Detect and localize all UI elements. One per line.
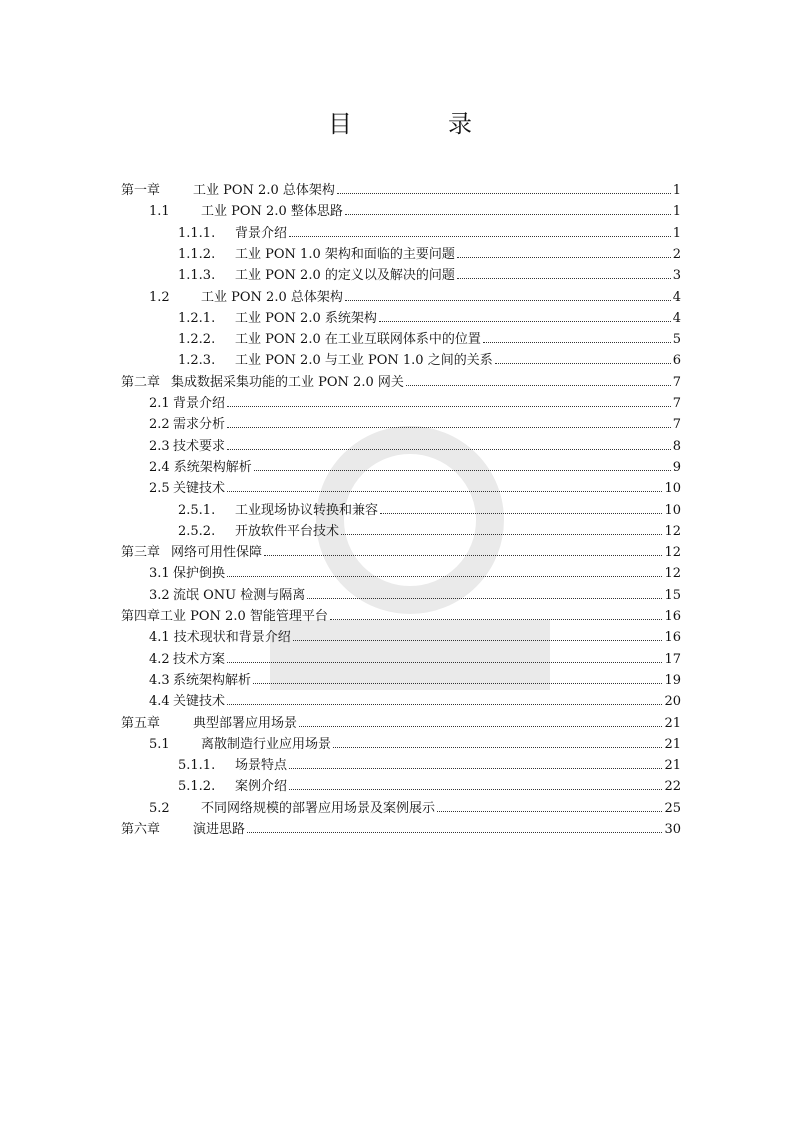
toc-entry-number: 2.5.1. bbox=[178, 502, 216, 518]
toc-page-number: 8 bbox=[672, 438, 681, 454]
toc-entry-title: 保护倒换 bbox=[173, 566, 226, 582]
toc-page-number: 16 bbox=[664, 609, 681, 624]
toc-entry-number: 4.2 bbox=[149, 651, 170, 667]
toc-dot-leader bbox=[299, 725, 662, 727]
toc-page-number: 10 bbox=[664, 502, 681, 518]
toc-entry-number: 5.1.1. bbox=[178, 758, 216, 774]
toc-entry[interactable] bbox=[149, 563, 681, 584]
toc-entry[interactable] bbox=[149, 649, 681, 670]
toc-page-number: 16 bbox=[664, 630, 681, 646]
toc-entry-title: 典型部署应用场景 bbox=[193, 715, 298, 731]
toc-entry-number: 1.1.3. bbox=[178, 268, 216, 284]
toc-dot-leader bbox=[264, 554, 662, 556]
toc-entry[interactable] bbox=[149, 478, 681, 499]
toc-entry[interactable] bbox=[149, 287, 681, 308]
toc-entry[interactable] bbox=[178, 308, 681, 329]
toc-entry-title: 网络可用性保障 bbox=[171, 545, 263, 561]
toc-entry-title: 工业 PON 2.0 系统架构 bbox=[235, 310, 377, 326]
toc-entry[interactable] bbox=[121, 713, 681, 734]
toc-page-number: 21 bbox=[664, 736, 681, 752]
toc-entry-number: 2.5.2. bbox=[178, 523, 216, 539]
toc-entry[interactable] bbox=[149, 691, 681, 712]
toc-dot-leader bbox=[437, 810, 662, 812]
toc-dot-leader bbox=[293, 639, 663, 641]
toc-entry-number: 第六章 bbox=[121, 822, 161, 837]
toc-entry-number: 5.2 bbox=[149, 800, 170, 816]
toc-page-number: 25 bbox=[664, 800, 681, 816]
toc-entry-number: 1.2.2. bbox=[178, 332, 216, 348]
toc-entry[interactable] bbox=[121, 372, 681, 393]
toc-dot-leader bbox=[495, 362, 671, 364]
toc-entry-title: 关键技术 bbox=[173, 481, 226, 497]
toc-entry-number: 4.4 bbox=[149, 694, 170, 710]
toc-entry-title: 需求分析 bbox=[173, 417, 226, 433]
toc-page-number: 12 bbox=[664, 545, 681, 561]
toc-dot-leader bbox=[227, 661, 662, 663]
toc-page-number: 30 bbox=[664, 822, 681, 837]
toc-entry-title: 工业 PON 2.0 的定义以及解决的问题 bbox=[235, 268, 455, 284]
toc-entry[interactable] bbox=[178, 244, 681, 265]
toc-page-number: 9 bbox=[672, 459, 681, 475]
toc-dot-leader bbox=[227, 448, 671, 450]
toc-entry-title: 工业 PON 2.0 与工业 PON 1.0 之间的关系 bbox=[235, 353, 493, 369]
toc-page-number: 12 bbox=[664, 523, 681, 539]
toc-entry[interactable] bbox=[178, 500, 681, 521]
toc-entry[interactable] bbox=[178, 350, 681, 371]
toc-entry-title: 不同网络规模的部署应用场景及案例展示 bbox=[201, 800, 436, 816]
toc-entry-number: 1.1.1. bbox=[178, 225, 216, 241]
toc-dot-leader bbox=[379, 320, 671, 322]
toc-dot-leader bbox=[227, 405, 671, 407]
toc-entry-number: 1.2.1. bbox=[178, 310, 216, 326]
toc-page-number: 21 bbox=[664, 715, 681, 731]
toc-dot-leader bbox=[289, 767, 662, 769]
toc-entry[interactable] bbox=[149, 201, 681, 222]
page-title: 目 录 bbox=[328, 110, 508, 138]
toc-dot-leader bbox=[345, 213, 671, 215]
toc-page-number: 4 bbox=[672, 310, 681, 326]
toc-entry-number: 3.1 bbox=[149, 566, 170, 582]
toc-entry-title: 技术要求 bbox=[173, 438, 226, 454]
toc-entry[interactable] bbox=[178, 265, 681, 286]
toc-dot-leader bbox=[483, 341, 671, 343]
toc-entry-title: 关键技术 bbox=[173, 694, 226, 710]
toc-dot-leader bbox=[227, 575, 662, 577]
toc-entry-title: 流氓 ONU 检测与隔离 bbox=[173, 587, 306, 603]
toc-entry[interactable] bbox=[149, 798, 681, 819]
toc-entry-title: 工业 PON 2.0 在工业互联网体系中的位置 bbox=[235, 332, 481, 348]
toc-dot-leader bbox=[406, 384, 671, 386]
toc-entry-number: 2.3 bbox=[149, 438, 170, 454]
toc-entry-number: 1.1 bbox=[149, 204, 170, 220]
toc-dot-leader bbox=[253, 682, 662, 684]
toc-page-number: 22 bbox=[664, 779, 681, 795]
toc-entry-title: 案例介绍 bbox=[235, 779, 288, 795]
toc-page-number: 7 bbox=[672, 417, 681, 433]
toc-entry[interactable] bbox=[121, 606, 681, 627]
toc-entry-number: 第五章 bbox=[121, 715, 161, 731]
toc-dot-leader bbox=[345, 299, 671, 301]
toc-dot-leader bbox=[341, 533, 662, 535]
toc-entry[interactable] bbox=[149, 436, 681, 457]
toc-entry[interactable] bbox=[178, 223, 681, 244]
toc-page-number: 17 bbox=[664, 651, 681, 667]
toc-dot-leader bbox=[330, 618, 663, 620]
toc-dot-leader bbox=[380, 512, 662, 514]
toc-entry[interactable] bbox=[121, 180, 681, 201]
toc-page-number: 7 bbox=[672, 396, 681, 411]
toc-entry[interactable] bbox=[149, 627, 681, 648]
toc-entry-title: 技术方案 bbox=[173, 651, 226, 667]
toc-entry-title: 工业 PON 2.0 整体思路 bbox=[201, 204, 343, 220]
toc-entry-title: 演进思路 bbox=[193, 822, 246, 837]
toc-dot-leader bbox=[337, 192, 671, 194]
toc-entry[interactable] bbox=[149, 670, 681, 691]
toc-entry-title: 工业 PON 2.0 总体架构 bbox=[193, 183, 335, 198]
toc-entry-title: 工业 PON 1.0 架构和面临的主要问题 bbox=[235, 246, 455, 262]
toc-page-number: 20 bbox=[664, 694, 681, 710]
toc-entry-number: 第三章 bbox=[121, 545, 161, 561]
toc-page-number: 3 bbox=[672, 268, 681, 284]
toc-entry[interactable] bbox=[121, 819, 681, 840]
toc-dot-leader bbox=[227, 490, 662, 492]
toc-entry-number: 3.2 bbox=[149, 587, 170, 603]
toc-entry-title: 2.4 系统架构解析 bbox=[149, 459, 252, 475]
toc-dot-leader bbox=[333, 746, 662, 748]
toc-entry-number: 第一章 bbox=[121, 183, 161, 198]
toc-entry-number: 2.1 bbox=[149, 396, 170, 411]
toc-entry-title: 开放软件平台技术 bbox=[235, 523, 340, 539]
toc-entry-number: 5.1 bbox=[149, 736, 170, 752]
toc-entry-title: 背景介绍 bbox=[173, 396, 226, 411]
toc-dot-leader bbox=[247, 831, 662, 833]
toc-entry-number: 4.3 bbox=[149, 672, 170, 688]
toc-page-number: 4 bbox=[672, 289, 681, 305]
toc-dot-leader bbox=[227, 426, 671, 428]
toc-entry[interactable] bbox=[178, 755, 681, 776]
toc-entry-title: 离散制造行业应用场景 bbox=[201, 736, 332, 752]
toc-entry[interactable] bbox=[178, 521, 681, 542]
toc-page-number: 7 bbox=[672, 374, 681, 390]
toc-page-number: 5 bbox=[672, 332, 681, 348]
toc-entry[interactable] bbox=[149, 585, 681, 606]
toc-dot-leader bbox=[254, 469, 671, 471]
toc-dot-leader bbox=[307, 597, 662, 599]
toc-dot-leader bbox=[457, 277, 671, 279]
toc-dot-leader bbox=[457, 256, 671, 258]
toc-entry[interactable] bbox=[149, 734, 681, 755]
toc-entry-title: 集成数据采集功能的工业 PON 2.0 网关 bbox=[171, 374, 404, 390]
toc-entry-title: 工业 PON 2.0 总体架构 bbox=[201, 289, 343, 305]
toc-entry[interactable] bbox=[121, 542, 681, 563]
toc-entry-number: 2.2 bbox=[149, 417, 170, 433]
toc-entry-number: 1.1.2. bbox=[178, 246, 216, 262]
toc-page-number: 10 bbox=[664, 481, 681, 497]
toc-entry-title: 4.1 技术现状和背景介绍 bbox=[149, 630, 291, 646]
toc-entry-title: 工业现场协议转换和兼容 bbox=[235, 502, 379, 518]
toc-entry[interactable] bbox=[149, 457, 681, 478]
toc-entry[interactable] bbox=[149, 414, 681, 435]
toc-entry-title: 系统架构解析 bbox=[173, 672, 252, 688]
toc-entry[interactable] bbox=[178, 776, 681, 797]
toc-entry[interactable] bbox=[149, 393, 681, 414]
toc-dot-leader bbox=[289, 235, 671, 237]
toc-entry-title: 第四章工业 PON 2.0 智能管理平台 bbox=[121, 609, 328, 624]
toc-page-number: 19 bbox=[664, 672, 681, 688]
toc-page-number: 15 bbox=[664, 587, 681, 603]
toc-page-number: 1 bbox=[672, 183, 681, 198]
toc-page-number: 21 bbox=[664, 758, 681, 774]
toc-entry-number: 第二章 bbox=[121, 374, 161, 390]
toc-entry-number: 1.2 bbox=[149, 289, 170, 305]
toc-entry[interactable] bbox=[178, 329, 681, 350]
toc-page-number: 1 bbox=[672, 225, 681, 241]
toc-dot-leader bbox=[227, 703, 662, 705]
toc-entry-number: 1.2.3. bbox=[178, 353, 216, 369]
toc-entry-title: 场景特点 bbox=[235, 758, 288, 774]
toc-page-number: 12 bbox=[664, 566, 681, 582]
toc-page-number: 6 bbox=[672, 353, 681, 369]
toc-page-number: 1 bbox=[672, 204, 681, 220]
toc-dot-leader bbox=[289, 788, 662, 790]
toc-entry-number: 2.5 bbox=[149, 481, 170, 497]
toc-page-number: 2 bbox=[672, 246, 681, 262]
toc-entry-title: 背景介绍 bbox=[235, 225, 288, 241]
toc-entry-number: 5.1.2. bbox=[178, 779, 216, 795]
